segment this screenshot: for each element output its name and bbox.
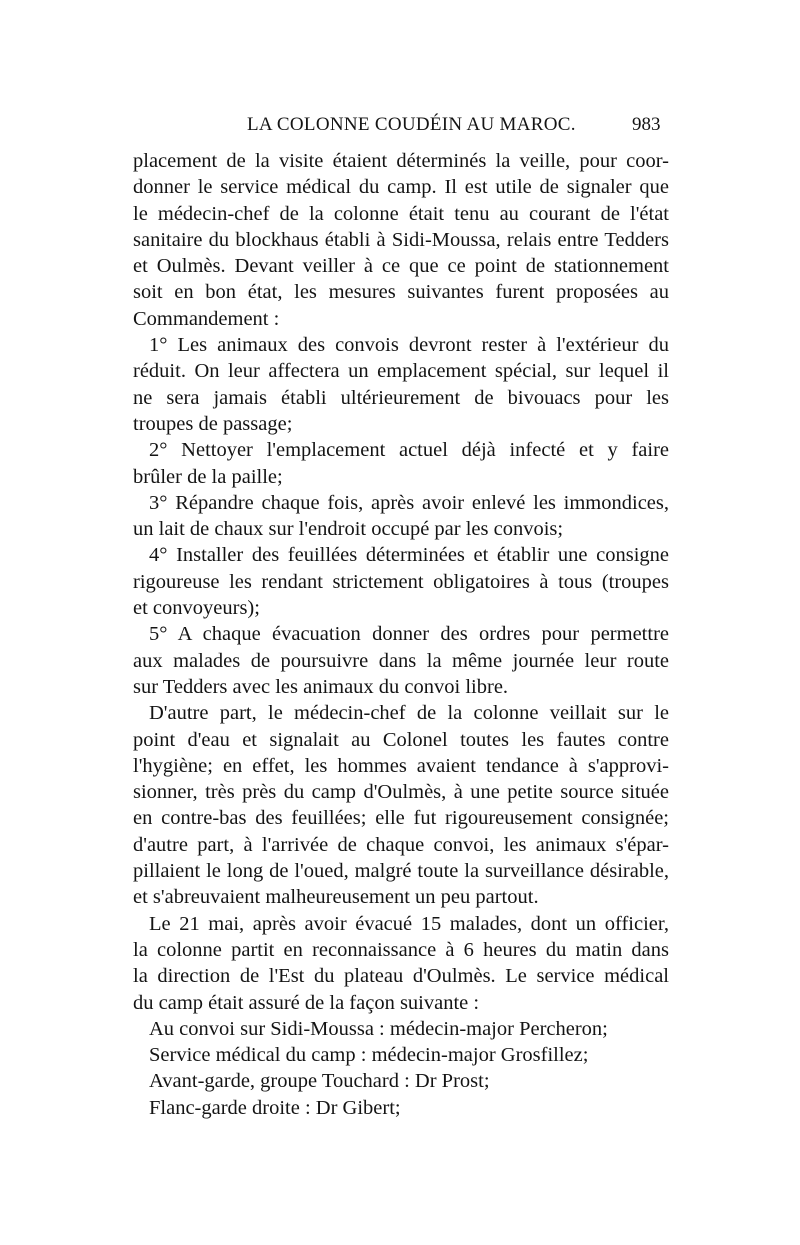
assignment-line: Avant-garde, groupe Touchard : Dr Prost; (149, 1070, 490, 1093)
text-line: et convoyeurs); (133, 597, 260, 620)
text-line: d'autre part, à l'arrivée de chaque convoi, les animaux s'épar- (133, 833, 669, 856)
running-title: LA COLONNE COUDÉIN AU MAROC. (247, 114, 576, 135)
assignment-line: Flanc-garde droite : Dr Gibert; (149, 1096, 401, 1119)
text-line: l'hygiène; en effet, les hommes avaient tendance à s'approvi- (133, 754, 669, 777)
list-item-1: 1° Les animaux des convois devront rester à l'extérieur du (149, 334, 669, 357)
text-line: en contre-bas des feuillées; elle fut rigoureusement consignée; (133, 807, 669, 830)
list-item-4: 4° Installer des feuillées déterminées et établir une consigne (149, 544, 669, 567)
assignment-line: Service médical du camp : médecin-major Grosfillez; (149, 1044, 589, 1067)
text-line: point d'eau et signalait au Colonel toutes les fautes contre (133, 728, 669, 751)
text-line: aux malades de poursuivre dans la même journée leur route (133, 649, 669, 672)
text-line: troupes de passage; (133, 412, 293, 435)
text-line: donner le service médical du camp. Il est utile de signaler que (133, 176, 669, 199)
text-line: la direction de l'Est du plateau d'Oulmès. Le service médical (133, 965, 669, 988)
list-item-3: 3° Répandre chaque fois, après avoir enlevé les immondices, (149, 491, 669, 514)
text-line: sur Tedders avec les animaux du convoi libre. (133, 675, 509, 698)
text-line: sanitaire du blockhaus établi à Sidi-Moussa, relais entre Tedders (133, 228, 669, 251)
text-line: brûler de la paille; (133, 465, 283, 488)
paragraph-start: D'autre part, le médecin-chef de la colonne veillait sur le (149, 702, 669, 725)
text-line: ne sera jamais établi ultérieurement de bivouacs pour les (133, 386, 669, 409)
text-line: rigoureuse les rendant strictement obligatoires à tous (troupes (133, 570, 669, 593)
assignment-line: Au convoi sur Sidi-Moussa : médecin-major Percheron; (149, 1017, 608, 1040)
paragraph-start: Le 21 mai, après avoir évacué 15 malades, dont un officier, (149, 912, 669, 935)
text-line: et s'abreuvaient malheureusement un peu partout. (133, 886, 539, 909)
running-header (0, 114, 800, 144)
text-line: pillaient le long de l'oued, malgré toute la surveillance désirable, (133, 860, 669, 883)
text-line: le médecin-chef de la colonne était tenu au courant de l'état (133, 202, 669, 225)
text-line: sionner, très près du camp d'Oulmès, à une petite source située (133, 781, 669, 804)
text-line: soit en bon état, les mesures suivantes furent proposées au (133, 281, 669, 304)
text-line: placement de la visite étaient déterminés la veille, pour coor- (133, 150, 669, 172)
page-number: 983 (632, 114, 661, 135)
text-line: réduit. On leur affectera un emplacement spécial, sur lequel il (133, 360, 669, 383)
list-item-2: 2° Nettoyer l'emplacement actuel déjà infecté et y faire (149, 439, 669, 462)
body-text (133, 148, 669, 1121)
list-item-5: 5° A chaque évacuation donner des ordres pour permettre (149, 623, 669, 646)
text-line: du camp était assuré de la façon suivante : (133, 991, 480, 1014)
text-line: Commandement : (133, 307, 280, 330)
text-line: la colonne partit en reconnaissance à 6 heures du matin dans (133, 938, 669, 961)
text-line: et Oulmès. Devant veiller à ce que ce point de stationnement (133, 255, 669, 278)
text-line: un lait de chaux sur l'endroit occupé par les convois; (133, 518, 564, 541)
